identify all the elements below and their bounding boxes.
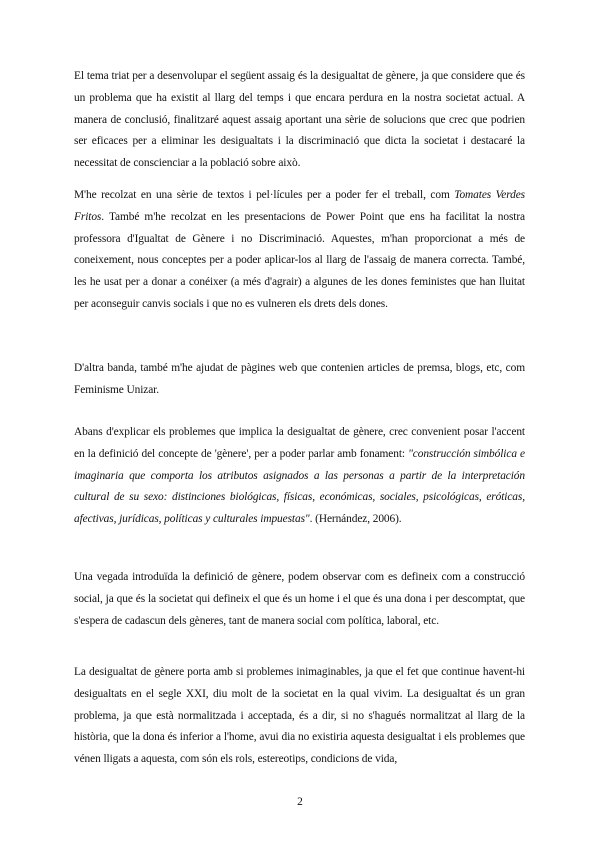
paragraph-inequality-problems: La desigualtat de gènere porta amb si problemes inimaginables, ja que el fet que continue havent-hi desigualtats en el segle XXI, diu molt de la societat en la qual vivim. La desigualtat és un gran problema, ja que està normalitzada i acceptada, és a dir, si no s'hagués normalitzat al llarg de la història, que la dona és inferior a l'home, avui dia no existiria aquesta desigualtat i els problemes que vénen lligats a aquesta, com són els rols, estereotips, condicions de vida, bbox=[74, 666, 525, 766]
paragraph-definition-before: Abans d'explicar els problemes que implica la desigualtat de gènere, crec convenient posar l'accent en la definició del concepte de 'gènere', per a poder parlar amb fonament: bbox=[74, 426, 525, 460]
paragraph-sources-after: . També m'he recolzat en les presentacions de Power Point que ens ha facilitat la nostra professora d'Igualtat de Gènere i no Discriminació. Aquestes, m'han proporcionat a més de coneixement, nous conceptes per a poder aplicar-los al llarg de l'assaig de manera correcta. També, les he usat per a donar a conéixer (a més d'agrair) a algunes de les dones feministes que han lluitat per aconseguir canvis socials i que no es vulneren els drets dels dones. bbox=[74, 210, 525, 310]
definition-quote: "construcción simbólica e imaginaria que comporta los atributos asignados a las personas a partir de la interpretación cultural de su sexo: distinciones biológicas, físicas, económicas, sociales, psicológicas, eróticas, afectivas, jurídicas, políticas y culturales impuestas" bbox=[74, 447, 525, 526]
paragraph-gender-definition bbox=[74, 422, 525, 531]
page-number: 2 bbox=[297, 796, 303, 808]
paragraph-sources-before: M'he recolzat en una sèrie de textos i pel·lícules per a poder fer el treball, com bbox=[74, 189, 455, 201]
film-title: Tomates Verdes Fritos bbox=[74, 189, 525, 223]
paragraph-sources bbox=[74, 185, 525, 316]
paragraph-web-sources: D'altra banda, també m'he ajudat de pàgines web que contenien articles de premsa, blogs, etc, com Feminisme Unizar. bbox=[74, 362, 525, 396]
paragraph-topic-intro: El tema triat per a desenvolupar el següent assaig és la desigualtat de gènere, ja que considere que és un problema que ha existit al llarg del temps i que encara perdura en la nostra societat actual. A manera de conclusió, finalitzaré aquest assaig aportant una sèrie de solucions que crec que podrien ser eficaces per a eliminar les desigualtats i la discriminació que dicta la societat i destacaré la necessitat de conscienciar a la població sobre això. bbox=[74, 70, 525, 170]
paragraph-social-construction: Una vegada introduïda la definició de gènere, podem observar com es defineix com a construcció social, ja que és la societat qui defineix el que és un home i el que és una dona i per descomptat, que s'espera de cadascun dels gèneres, tant de manera social com política, laboral, etc. bbox=[74, 571, 525, 627]
citation: . (Hernández, 2006). bbox=[309, 513, 402, 526]
